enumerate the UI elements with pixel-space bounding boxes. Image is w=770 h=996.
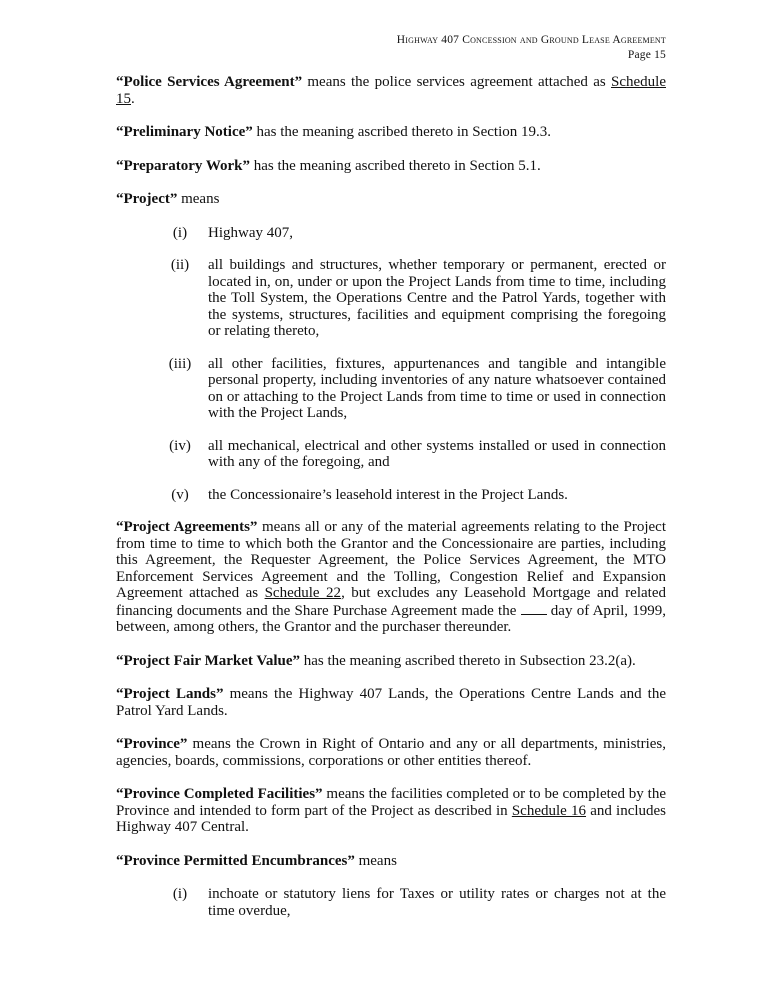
item-text: all buildings and structures, whether temporary or permanent, erected or located in, on, under or upon the Project Lands from time to time, including the Toll System, the Operations Centre and the Patrol Yards, together with the systems, structures, facilities and equipment comprising the foregoing or relating thereto,	[208, 257, 666, 339]
definition-preparatory-work	[116, 158, 666, 175]
defined-term: “Police Services Agreement”	[116, 74, 303, 90]
list-item	[116, 356, 666, 422]
item-number: (iv)	[169, 437, 191, 454]
definition-province-permitted-encumbrances	[116, 853, 666, 870]
definition-text-end: .	[131, 90, 135, 107]
schedule-reference: Schedule 16	[511, 802, 587, 819]
definition-text: means the Crown in Right of Ontario and any or all departments, ministries, agencies, boards, commissions, corporations or other entities thereof.	[116, 736, 666, 769]
running-header	[397, 33, 666, 63]
document-body	[116, 74, 666, 929]
defined-term: “Province”	[116, 736, 188, 752]
item-text: Highway 407,	[208, 224, 293, 241]
item-number: (ii)	[170, 257, 190, 273]
defined-term: “Project Agreements”	[116, 519, 258, 535]
definition-province-completed-facilities	[116, 786, 666, 836]
item-number: (iii)	[168, 355, 192, 372]
definition-project-agreements	[116, 519, 666, 636]
item-text: the Concessionaire’s leasehold interest in the Project Lands.	[208, 486, 568, 503]
schedule-reference: Schedule 15	[116, 74, 666, 107]
item-number: (v)	[171, 486, 189, 503]
list-item	[116, 487, 666, 504]
definition-preliminary-notice	[116, 124, 666, 141]
definition-project	[116, 191, 666, 208]
item-text: all other facilities, fixtures, appurtenances and tangible and intangible personal property, including inventories of any nature whatsoever contained on or attaching to the Project Lands from time to time or used in connection with the Project Lands,	[208, 355, 666, 421]
defined-term: “Province Completed Facilities”	[116, 786, 323, 802]
schedule-reference: Schedule 22	[264, 585, 342, 601]
defined-term: “Province Permitted Encumbrances”	[116, 852, 355, 869]
list-item	[116, 257, 666, 340]
item-number: (i)	[172, 886, 188, 902]
definition-province	[116, 736, 666, 769]
definition-text: means the facilities completed or to be completed by the Province and intended to form part of the Project as described in	[116, 786, 666, 819]
permitted-items-list	[116, 886, 666, 919]
definition-text: means	[354, 852, 397, 869]
definition-text: , but excludes any Leasehold Mortgage and related financing documents and the Share Purchase Agreement made the	[116, 585, 666, 619]
item-number: (i)	[172, 224, 188, 241]
project-items-list	[116, 225, 666, 504]
defined-term: “Project Fair Market Value”	[116, 652, 300, 669]
definition-text: and includes Highway 407 Central.	[116, 802, 667, 835]
definition-project-fair-market-value	[116, 653, 666, 670]
item-text: inchoate or statutory liens for Taxes or utility rates or charges not at the time overdue,	[208, 886, 666, 919]
defined-term: “Preparatory Work”	[116, 157, 251, 174]
list-item	[116, 438, 666, 471]
definition-text: day of April, 1999, between, among others, the Grantor and the purchaser thereunder.	[116, 602, 666, 635]
item-text: all mechanical, electrical and other systems installed or used in connection with any of the foregoing, and	[208, 437, 666, 470]
defined-term: “Preliminary Notice”	[116, 124, 253, 140]
definition-text: means all or any of the material agreements relating to the Project from time to time to which both the Grantor and the Concessionaire are parties, including this Agreement, the Requester Agreement, the Police Services Agreement, the MTO Enforcement Services Agreement and the Tolling, Congestion Relief and Expansion Agreement attached as	[116, 519, 666, 601]
definition-text: means the police services agreement attached as	[302, 74, 612, 90]
definition-project-lands	[116, 686, 666, 719]
list-item	[116, 225, 666, 242]
defined-term: “Project”	[116, 191, 178, 207]
definition-text: has the meaning ascribed thereto in Subsection 23.2(a).	[299, 652, 636, 669]
defined-term: “Project Lands”	[116, 686, 224, 702]
definition-text: has the meaning ascribed thereto in Section 19.3.	[252, 124, 552, 140]
page-number: Page 15	[627, 49, 666, 61]
definition-text: means the Highway 407 Lands, the Operations Centre Lands and the Patrol Yard Lands.	[116, 686, 666, 719]
header-title: Highway 407 Concession and Ground Lease Agreement	[396, 34, 666, 46]
definition-police-services-agreement	[116, 74, 666, 107]
list-item	[116, 886, 666, 919]
definition-text: means	[177, 191, 220, 207]
definition-text: has the meaning ascribed thereto in Section 5.1.	[250, 157, 541, 174]
blank-day-line	[521, 602, 547, 615]
